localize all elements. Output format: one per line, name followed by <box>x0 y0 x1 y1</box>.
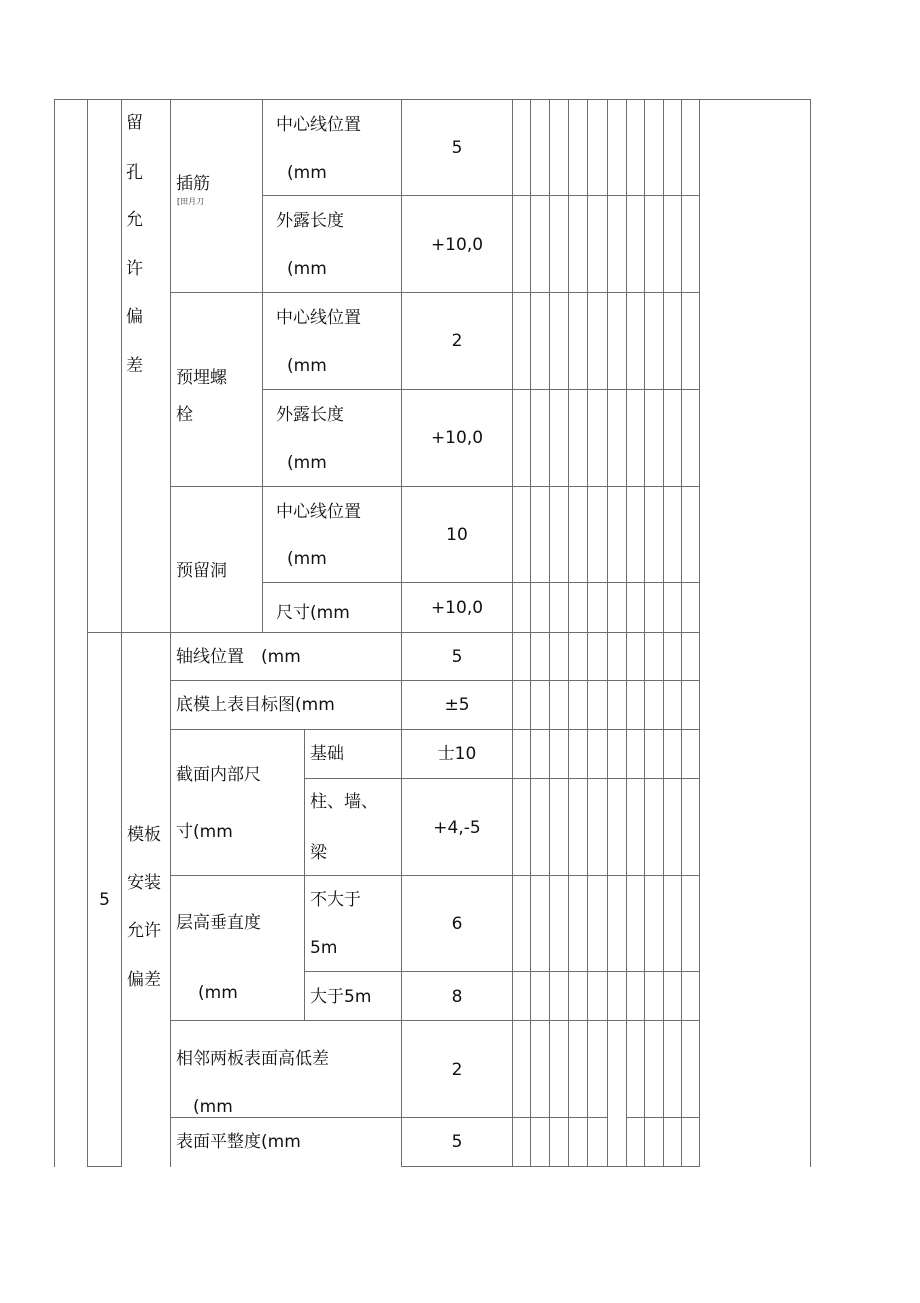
grid-line <box>262 582 700 583</box>
grid-line <box>681 99 682 1167</box>
grid-line <box>512 99 513 1167</box>
grid-line <box>810 99 811 1167</box>
item-unit: (mm <box>287 453 327 473</box>
sub-label: 基础 <box>310 744 344 764</box>
item-label: 尺寸(mm <box>276 603 350 623</box>
grid-line <box>87 1166 121 1167</box>
grid-line <box>401 1166 700 1167</box>
row-label: 层高垂直度 <box>176 913 261 933</box>
category-line: 模板 <box>127 825 161 845</box>
sub-label: 5m <box>310 938 338 958</box>
item-value: 5 <box>451 138 463 158</box>
item-value: +10,0 <box>430 598 484 618</box>
sub-label: 大于5m <box>310 987 372 1007</box>
grid-line <box>54 99 811 100</box>
item-value: +10,0 <box>430 235 484 255</box>
grid-line <box>607 99 608 1167</box>
category-char: 孔 <box>126 163 143 183</box>
row-value: 士10 <box>437 744 477 764</box>
grid-line <box>644 99 645 1167</box>
row-label: 底模上表目标图(mm <box>176 695 335 715</box>
grid-line <box>54 99 55 1167</box>
category-char: 允 <box>126 210 143 230</box>
grid-line <box>170 680 700 681</box>
group-name: 预留洞 <box>176 561 227 581</box>
item-label: 中心线位置 <box>276 115 361 135</box>
sub-label: 柱、墙、 <box>310 792 378 812</box>
category-char: 留 <box>126 113 143 133</box>
grid-line <box>304 971 700 972</box>
row-label: 表面平整度(mm <box>176 1132 301 1152</box>
grid-line <box>170 99 171 1167</box>
grid-line <box>170 1020 700 1021</box>
grid-line <box>549 99 550 1167</box>
grid-line <box>699 99 700 1167</box>
grid-line <box>170 486 700 487</box>
row-value: +4,-5 <box>433 818 481 838</box>
grid-line <box>262 99 263 632</box>
grid-line <box>568 99 569 1167</box>
sub-label: 梁 <box>310 843 327 863</box>
item-label: 外露长度 <box>276 211 344 231</box>
row-label: (mm <box>193 1097 233 1117</box>
row-value: 2 <box>451 1060 463 1080</box>
item-value: 2 <box>451 331 463 351</box>
grid-line <box>530 99 531 1167</box>
row-label: 寸(mm <box>176 822 233 842</box>
group-name: 插筋 <box>176 174 210 194</box>
category-char: 许 <box>126 259 143 279</box>
category-line: 安装 <box>127 873 161 893</box>
grid-line <box>121 99 122 1167</box>
grid-line <box>304 729 305 1020</box>
grid-line <box>626 99 627 1167</box>
item-unit: (mm <box>287 259 327 279</box>
grid-line <box>87 99 88 1167</box>
grid-line <box>87 632 700 633</box>
item-unit: (mm <box>287 356 327 376</box>
item-unit: (mm <box>287 163 327 183</box>
sub-label: 不大于 <box>310 890 361 910</box>
row-label: 轴线位置 (mm <box>176 647 301 667</box>
section-number: 5 <box>99 890 110 910</box>
grid-line <box>663 99 664 1167</box>
row-label: (mm <box>198 983 238 1003</box>
row-value: 5 <box>451 1132 463 1152</box>
row-label: 截面内部尺 <box>176 765 261 785</box>
item-label: 中心线位置 <box>276 308 361 328</box>
category-char: 差 <box>126 356 143 376</box>
item-unit: (mm <box>287 549 327 569</box>
grid-line <box>304 778 700 779</box>
item-value: 10 <box>446 525 468 545</box>
grid-line <box>170 292 700 293</box>
row-value: 8 <box>451 987 463 1007</box>
group-note: [田月刀 <box>177 197 205 206</box>
row-label: 相邻两板表面高低差 <box>176 1049 329 1069</box>
category-line: 偏差 <box>127 970 161 990</box>
row-value: 6 <box>451 914 463 934</box>
group-name: 预埋螺 <box>176 368 227 388</box>
grid-line <box>262 195 700 196</box>
grid-line <box>262 389 700 390</box>
grid-line <box>170 875 700 876</box>
grid-line <box>170 729 700 730</box>
item-value: +10,0 <box>430 428 484 448</box>
item-label: 中心线位置 <box>276 502 361 522</box>
row-value: ±5 <box>444 695 470 715</box>
row-value: 5 <box>451 647 463 667</box>
item-label: 外露长度 <box>276 405 344 425</box>
group-name: 栓 <box>176 405 193 425</box>
grid-line <box>587 99 588 1167</box>
grid-line <box>170 1117 608 1118</box>
category-char: 偏 <box>126 307 143 327</box>
category-line: 允许 <box>127 921 161 941</box>
